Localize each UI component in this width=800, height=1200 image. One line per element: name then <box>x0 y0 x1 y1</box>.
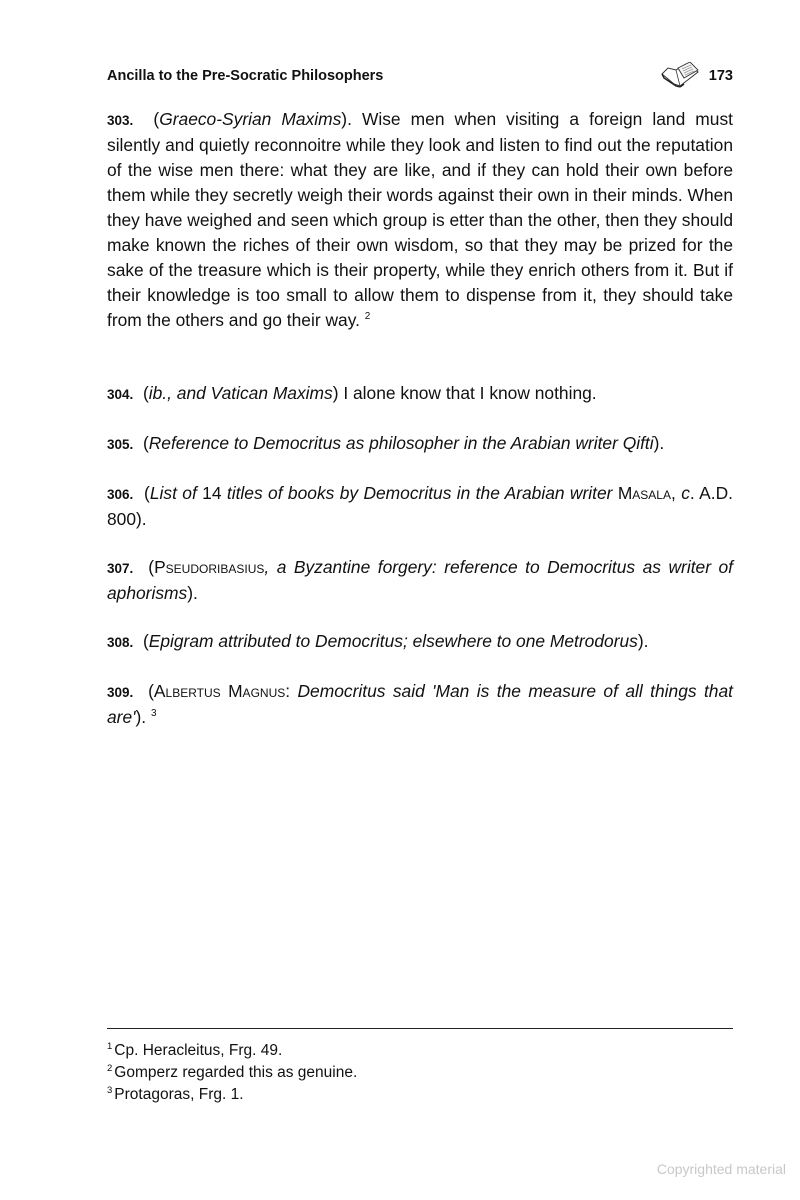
entry-source: Democritus said 'Man is the measure of all things that are' <box>107 681 733 727</box>
entry-text: 14 <box>202 483 227 503</box>
entry-text: ). <box>637 631 649 651</box>
entry-text: ). <box>187 583 198 603</box>
entry-text: ). <box>135 707 147 727</box>
entry-text: ( <box>148 557 155 577</box>
entry-source: , a Byzantine forgery: reference to Democritus as writer of aphorisms <box>107 557 733 603</box>
entry-text: ( <box>153 109 160 129</box>
author-name: Pseudoribasius <box>154 557 265 577</box>
entry-text: . A.D. 800). <box>107 483 733 529</box>
author-name: Masala <box>617 483 671 503</box>
entry-number: 308. <box>107 635 134 650</box>
entry-text: ( <box>142 383 149 403</box>
author-name: Albertus Magnus <box>153 681 286 701</box>
entry-number: 303. <box>107 113 134 128</box>
entry-source: titles of books by Democritus in the Arabian writer <box>226 483 618 503</box>
entry-text: ( <box>142 433 149 453</box>
footnote-text: Gomperz regarded this as genuine. <box>114 1064 358 1081</box>
entry-307 <box>107 555 733 606</box>
footnote-2 <box>107 1062 733 1084</box>
entry-number: 304. <box>107 387 134 402</box>
entry-number: 307. <box>107 561 134 576</box>
running-header <box>107 66 733 90</box>
footnote-marker: 1 <box>107 1041 113 1052</box>
footnote-ref[interactable]: 3 <box>150 708 157 719</box>
entry-303 <box>107 107 733 333</box>
entry-source: ib., and Vatican Maxims <box>148 383 333 403</box>
entry-text: ). <box>653 433 665 453</box>
entry-number: 309. <box>107 685 134 700</box>
footnotes <box>107 1040 733 1106</box>
entry-305 <box>107 431 733 457</box>
entry-text: ( <box>148 681 154 701</box>
footnote-divider <box>107 1028 733 1029</box>
entry-number: 306. <box>107 487 134 502</box>
entry-source: Reference to Democritus as philosopher in the Arabian writer Qifti <box>148 433 654 453</box>
entry-304 <box>107 381 733 407</box>
footnote-1 <box>107 1040 733 1062</box>
entry-308 <box>107 629 733 655</box>
entry-abbrev: c <box>681 483 690 503</box>
entry-text: ( <box>142 631 149 651</box>
footnote-text: Cp. Heracleitus, Frg. 49. <box>114 1042 283 1059</box>
footnote-3 <box>107 1084 733 1106</box>
page-number: 173 <box>708 68 733 84</box>
entry-text: : <box>285 681 298 701</box>
open-book-icon <box>660 62 702 88</box>
entry-306 <box>107 481 733 532</box>
entry-text: ) I alone know that I know nothing. <box>332 383 597 403</box>
footnote-marker: 2 <box>107 1063 113 1074</box>
copyright-watermark: Copyrighted material <box>656 1161 786 1177</box>
footnote-ref[interactable]: 2 <box>364 311 371 322</box>
footnote-text: Protagoras, Frg. 1. <box>114 1086 244 1103</box>
entry-source: Epigram attributed to Democritus; elsewhere to one Metrodorus <box>148 631 638 651</box>
running-title: Ancilla to the Pre-Socratic Philosophers <box>107 68 384 84</box>
footnote-marker: 3 <box>107 1085 113 1096</box>
entry-text: ). Wise men when visiting a foreign land must silently and quietly reconnoitre while they look and listen to find out the reputation of the wise men there: what they are like, and if they can hold their own before them while they secretly weigh their words against their own in their minds. When they have weighed and seen which group is etter than the other, then they should make known the riches of their own wisdom, so that they may be prized for the sake of the treasure which is their property, while they enrich others from it. But if their knowledge is too small to allow them to dispense from it, they should take from the others and go their way. <box>107 109 733 330</box>
entry-309 <box>107 679 733 730</box>
entry-text: ( <box>144 483 150 503</box>
entry-text: , <box>671 483 682 503</box>
entry-source: Graeco-Syrian Maxims <box>159 109 342 129</box>
entry-number: 305. <box>107 437 134 452</box>
entry-source: List of <box>149 483 203 503</box>
